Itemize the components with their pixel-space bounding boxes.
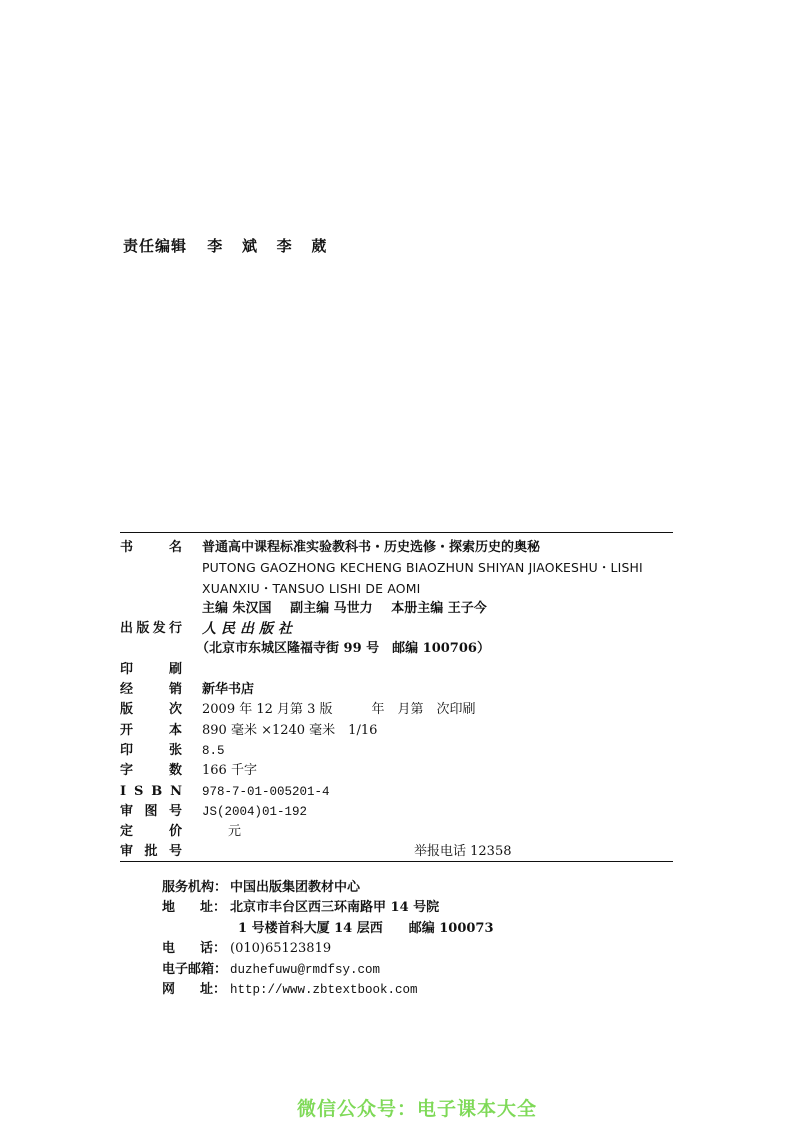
row-approval (120, 842, 673, 862)
service-website-value[interactable]: http://www.zbtextbook.com (230, 982, 418, 997)
label-printer: 印 刷 (120, 661, 182, 677)
volume-editor-label: 本册主编 (391, 600, 444, 616)
service-address-value-1: 北京市丰台区西三环南路甲 14 号院 (230, 900, 440, 916)
label-service-phone: 电 话： (162, 941, 226, 957)
editor-name-3: 李 (276, 237, 293, 255)
row-isbn (120, 782, 673, 802)
row-edition (120, 700, 673, 720)
label-format: 开 本 (120, 722, 182, 738)
editor-label: 责任编辑 (123, 237, 188, 255)
row-title (120, 538, 673, 558)
service-address-value-2: 1 号楼首科大厦 14 层西 邮编 100073 (238, 920, 494, 936)
label-edition: 版 次 (120, 702, 182, 718)
report-phone: 举报电话 12358 (414, 844, 512, 860)
publisher-address: （北京市东城区隆福寺街 99 号 邮编 100706） (196, 641, 490, 657)
label-isbn: I S B N (120, 783, 182, 799)
book-title-pinyin-2: XUANXIU・TANSUO LISHI DE AOMI (202, 580, 421, 596)
row-format (120, 721, 673, 741)
editor-name-1: 李 (207, 237, 224, 255)
row-printer (120, 660, 673, 680)
edition-value: 2009 年 12 月第 3 版 年 月第 次印刷 (202, 702, 476, 718)
label-words: 字 数 (120, 763, 182, 779)
price-value: 元 (202, 824, 242, 840)
book-title-cn: 普通高中课程标准实验教科书・历史选修・探索历史的奥秘 (202, 540, 541, 555)
book-title-pinyin-1: PUTONG GAOZHONG KECHENG BIAOZHUN SHIYAN JIAOKESHU・LISHI (202, 560, 643, 576)
label-sheets: 印 张 (120, 742, 182, 758)
label-service-address: 地 址： (162, 900, 226, 916)
cip-top-rule (120, 532, 673, 533)
deputy-editor: 马世力 (333, 600, 373, 616)
row-sheets (120, 741, 673, 761)
cip-bottom-rule (120, 861, 673, 862)
distributor-value: 新华书店 (202, 682, 255, 698)
label-price: 定 价 (120, 824, 182, 840)
editor-name-2: 斌 (241, 237, 258, 255)
wechat-watermark: 微信公众号：电子课本大全 (297, 1098, 538, 1120)
label-distributor: 经 销 (120, 682, 182, 698)
label-service-org: 服 务 机 构： (162, 880, 228, 895)
deputy-editor-label: 副主编 (290, 600, 330, 616)
volume-editor: 王子今 (447, 600, 487, 616)
words-value: 166 千字 (202, 763, 257, 779)
label-title: 书 名 (120, 540, 182, 555)
row-publisher (120, 619, 673, 639)
row-words (120, 761, 673, 781)
row-editors (120, 599, 673, 619)
copyright-info-block (120, 538, 673, 863)
isbn-value: 978-7-01-005201-4 (202, 784, 330, 799)
responsible-editor (123, 235, 327, 256)
publisher-logo: 人民出版社 (202, 621, 297, 638)
map-review-value: JS(2004)01-192 (202, 804, 308, 819)
sheets-value: 8.5 (202, 743, 225, 758)
service-org-value: 中国出版集团教材中心 (230, 880, 361, 895)
label-service-website: 网 址： (162, 981, 226, 997)
service-email-value[interactable]: duzhefuwu@rmdfsy.com (230, 962, 381, 977)
row-distributor (120, 680, 673, 700)
service-phone-value: (010)65123819 (230, 941, 332, 957)
editor-name-4: 葳 (311, 237, 328, 255)
label-approval: 审 批 号 (120, 844, 182, 860)
row-map-review (120, 802, 673, 822)
chief-editor-label: 主编 (202, 600, 229, 616)
label-map-review: 审 图 号 (120, 803, 182, 819)
format-value: 890 毫米 ×1240 毫米 1/16 (202, 722, 378, 738)
chief-editor: 朱汉国 (232, 600, 272, 616)
label-service-email: 电 子 邮 箱： (162, 961, 228, 977)
label-publisher: 出 版 发 行 (120, 621, 182, 637)
row-price (120, 822, 673, 842)
